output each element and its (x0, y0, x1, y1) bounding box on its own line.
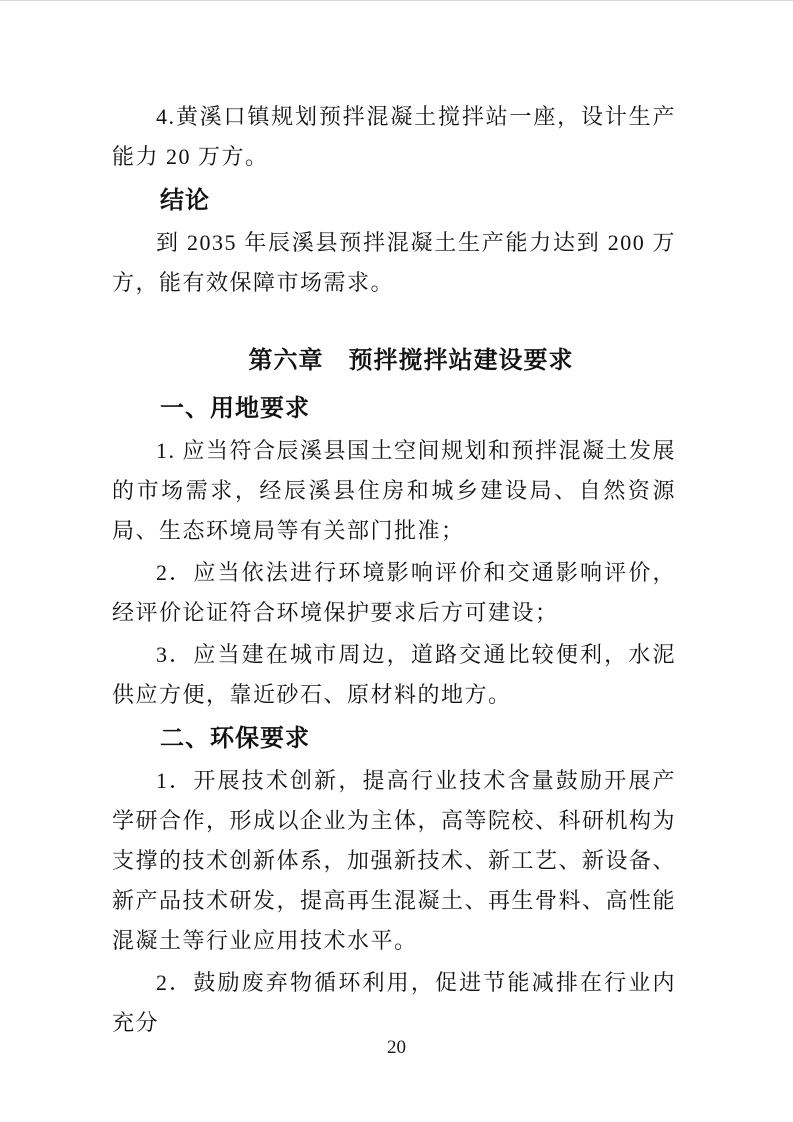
page-number: 20 (387, 1037, 406, 1058)
section-2-item-1: 1．开展技术创新，提高行业技术含量鼓励开展产学研合作，形成以企业为主体，高等院校、科研机构为支撑的技术创新体系，加强新技术、新工艺、新设备、新产品技术研发，提高再生混凝土、再生骨料、高性能混凝土等行业应用技术水平。 (112, 768, 677, 953)
conclusion-paragraph: 到 2035 年辰溪县预拌混凝土生产能力达到 200 万方，能有效保障市场需求。 (112, 230, 676, 295)
paragraph-plan-item-4: 4.黄溪口镇规划预拌混凝土搅拌站一座，设计生产能力 20 万方。 (112, 104, 676, 169)
section-1-item-2: 2．应当依法进行环境影响评价和交通影响评价，经评价论证符合环境保护要求后方可建设； (112, 560, 676, 625)
chapter-title: 第六章 预拌搅拌站建设要求 (248, 347, 574, 374)
document-content (0, 1, 793, 1043)
section-2-heading-environmental-requirements: 二、环保要求 (160, 725, 310, 752)
conclusion-heading: 结论 (160, 187, 210, 214)
section-1-item-3: 3．应当建在城市周边，道路交通比较便利，水泥供应方便，靠近砂石、原材料的地方。 (112, 642, 676, 707)
section-1-item-1: 1. 应当符合辰溪县国土空间规划和预拌混凝土发展的市场需求，经辰溪县住房和城乡建设局、自然资源局、生态环境局等有关部门批准； (112, 438, 677, 543)
section-1-heading-land-requirements: 一、用地要求 (160, 395, 310, 422)
section-2-item-2-truncated: 2．鼓励废弃物循环利用，促进节能减排在行业内充分 (112, 970, 676, 1035)
